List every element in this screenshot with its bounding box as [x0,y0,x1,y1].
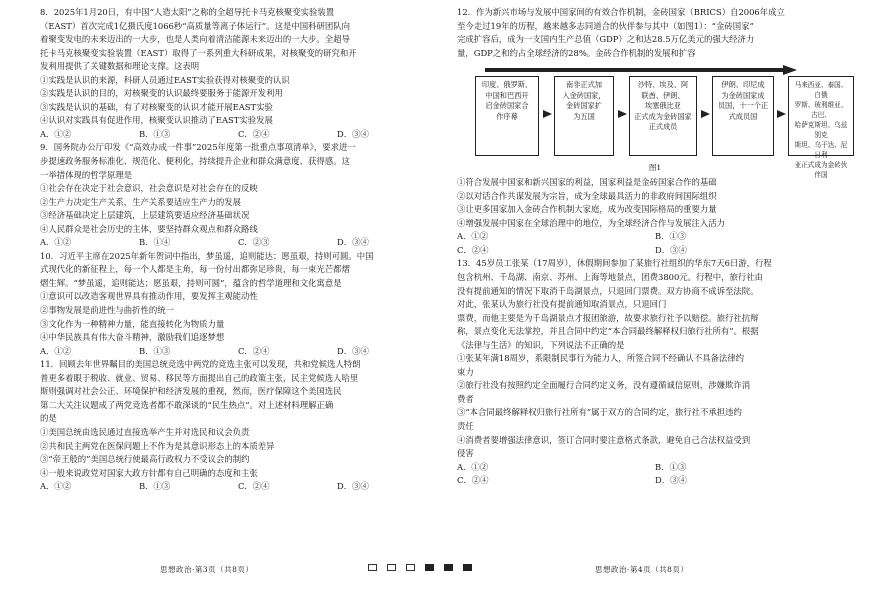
q13-line: 费者 [457,393,474,404]
q9-line: ③经济基础决定上层建筑，上层建筑要适应经济基础状况 [40,210,250,221]
timeline-arrow-shaft [485,68,785,72]
q8-line: ②实践是认识的目的，对核聚变的认识最终要服务于能源开发利用 [40,88,283,99]
q12-line: 12．作为新兴市场与发展中国家间的有效合作机制，金砖国家（BRICS）自2006年成立 [457,7,785,17]
q13-line: 对此，张某认为旅行社没有提前通知取消景点，只退回门 [457,299,667,310]
q12-option-b: B．①③ [655,231,687,242]
q8-options [40,128,436,142]
q9-line: ④人民群众是社会历史的主体，要坚持群众观点和群众路线 [40,223,258,234]
q11-option-d: D．③④ [337,481,369,492]
q13-option-b: B．①③ [655,461,687,472]
q11-line: 11．回顾去年世界瞩目的美国总统竞选中两党的竞选主张可以发现，共和党候选人特朗 [40,359,361,370]
question-13 [457,257,853,460]
timeline-arrow-head [783,65,797,75]
q11-option-b: B．①③ [139,481,171,492]
q9-line: 9．国务院办公厅印发《“高效办成一件事”2025年度第一批重点事项清单》，要求进一 [40,142,356,153]
q8-line: 8．2025年1月20日，有中国“人造太阳”之称的全超导托卡马克核聚变实验装置 [40,7,335,17]
question-8 [40,6,436,128]
scan-mark-solid [425,564,434,571]
question-9 [40,141,436,236]
flow-box-text: 员国，十一个正 [717,101,769,111]
q10-line: ③文化作为一种精神力量，能直接转化为物质力量 [40,318,225,329]
q8-option-a: A．①② [40,128,72,139]
q10-line: ④中华民族具有伟大奋斗精神，激励我们追逐梦想 [40,332,225,343]
q8-line: ①实践是认识的来源，科研人员通过EAST实验获得对核聚变的认识 [40,74,290,85]
q13-line: 13．45岁员工张某（17周岁），休假期间参加了某旅行社组织的华东7天6日游，行程 [457,258,772,269]
q12-line: 至今走过19年的历程，越来越多志同道合的伙伴参与其中（如图1）：“金砖国家” [457,20,754,31]
flow-box-text: 亚正式成为金砖伙伴国 [794,161,848,180]
flow-box-text: 联酋、伊朗、 [641,90,685,100]
scan-mark-hollow [387,564,396,571]
flow-box-text: 入金砖国家， [562,90,606,100]
q10-options [40,345,436,359]
flow-box-text: 正式成员 [648,122,678,132]
flow-box-text: 式成员国 [728,111,758,121]
q11-line: 普更多着眼于税收、就业、贸易、移民等方面提出自己的政策主张，民主党候选人哈里 [40,372,359,383]
q8-line: 发利用提供了关键数据和理论支撑。这表明 [40,61,200,72]
footer-page-3: 思想政治·第3页（共8页） [160,565,254,574]
q12-statement: ④增强发展中国家在全球治理中的地位，为全球经济合作与发展注入活力 [457,217,725,228]
timeline-arrow [485,65,803,75]
q13-line: 束力 [457,366,474,377]
flow-box-5 [788,76,854,180]
q8-option-c: C．②④ [238,128,270,139]
flow-box-text: 为五国 [573,111,595,121]
q9-option-b: B．①④ [139,237,171,248]
q10-option-a: A．①② [40,345,72,356]
q10-option-b: B．①③ [139,345,171,356]
scan-mark-hollow [406,564,415,571]
flow-box-text: 为金砖国家成 [721,90,765,100]
flow-box-text: 斯坦、乌干达、尼日利 [794,141,848,160]
q11-line: 斯则强调对社会公正、环境保护和经济发展的重视，然而，医疗保障这个美国选民 [40,386,342,397]
q12-option-c: C．②④ [457,244,489,255]
q13-option-a: A．①② [457,461,489,472]
flow-box-text: 正式成为金砖国家 [634,111,692,121]
q11-options [40,480,436,494]
q11-line: 的是 [40,413,57,424]
flow-box-text: 南非正式加 [566,80,602,90]
q12-statement: ①符合发展中国家和新兴国家的利益，国家利益是金砖国家合作的基础 [457,177,717,188]
q13-line: ③“本合同最终解释权归旅行社所有”属于双方的合同约定，旅行社不承担违约 [457,407,742,418]
q12-statement: ②以对话合作共谋发展为宗旨，成为全球最具活力的非政府间国际组织 [457,190,717,201]
q8-line: ④认识对实践具有促进作用，核聚变认识推动了EAST实验发展 [40,115,273,126]
flow-arrow-4 [777,110,786,118]
q8-option-b: B．①③ [139,128,171,139]
flow-arrow-3 [701,110,710,118]
q12-option-a: A．①② [457,231,489,242]
q11-line: ③“帝王般的”美国总统行使最高行政权力不受议会的制约 [40,454,250,465]
flow-box-4 [712,76,774,156]
flow-box-2 [554,76,614,156]
q9-option-c: C．②③ [238,237,270,248]
flow-arrow-2 [618,110,627,118]
q12-options-row2 [457,244,853,258]
q12-statement: ③让更多国家加入金砖合作机制大家庭，成为改变国际格局的重要力量 [457,204,717,215]
q11-option-c: C．②④ [238,481,270,492]
q9-line: 一举措体现的哲学原理是 [40,169,133,180]
flow-box-text: 启金砖国家合 [485,101,529,111]
flow-box-text: 印度、俄罗斯、 [481,80,533,90]
q8-option-d: D．③④ [337,128,369,139]
q12-line: 量，GDP之和约占全球经济的28%。金砖合作机制的发展和扩容 [457,47,696,58]
q9-options [40,236,436,250]
q11-line: ④一般来说政党对国家大政方针都有自己明确的态度和主张 [40,467,258,478]
q10-line: 式现代化的新征程上，每一个人都是主角，每一份付出都弥足珍贵，每一束光芒都熠 [40,264,350,275]
q9-line: ①社会存在决定于社会意识，社会意识是对社会存在的反映 [40,183,258,194]
q10-line: 熠生辉。“梦虽遥，追则能达；愿虽艰，持则可圆”，蕴含的哲学道理和文化寓意是 [40,277,342,288]
scan-mark-hollow [368,564,377,571]
q13-line: 包含杭州、千岛湖、南京、苏州、上海等地景点，团费3800元。行程中，旅行社由 [457,272,764,283]
q9-option-a: A．①② [40,237,72,248]
q11-option-a: A．①② [40,481,72,492]
q12-options-row1 [457,230,853,244]
question-12 [457,6,853,60]
figure-caption: 图1 [648,163,662,173]
scan-marks [368,564,472,571]
q13-line: ②旅行社没有按照约定全面履行合同约定义务，没有遵循诚信原则，涉嫌欺诈消 [457,380,751,391]
q13-line: ④消费者要增强法律意识，签订合同时要注意格式条款，避免自己合法权益受到 [457,434,751,445]
q10-line: 10．习近平主席在2025年新年贺词中指出，梦虽遥，追则能达；愿虽艰，持则可圆。中国 [40,250,374,261]
flow-box-3 [629,76,697,156]
brics-flowchart [457,62,853,180]
q13-options-row2 [457,474,853,488]
q10-line: ①意识可以改造客观世界具有推动作用，要发挥主观能动性 [40,291,258,302]
q13-line: 责任 [457,421,474,432]
question-11 [40,358,436,480]
q13-line: 票费，而他主要是为千岛湖景点才报团旅游，故要求旅行社予以赔偿。旅行社抗辩 [457,312,759,323]
q11-line: 第二大关注议题成了两党竞选者都不敢深谈的“民生热点”。对上述材料理解正确 [40,399,334,410]
left-page-column [40,6,436,494]
footer-page-4: 思想政治·第4页（共8页） [595,565,689,574]
flow-arrow-1 [543,110,552,118]
right-page-column [457,6,853,488]
flow-box-text: 伊朗、印尼成 [721,80,765,90]
flow-box-1 [475,76,539,156]
q8-line: 托卡马克核聚变实验装置（EAST）取得了一系列重大科研成果，对核聚变的研究和开 [40,47,357,58]
q13-options-row1 [457,461,853,475]
q13-line: 称，景点变化无法掌控，并且合同中约定“本合同最终解释权归旅行社所有”。根据 [457,326,759,337]
flow-box-text: 作序幕 [496,111,518,121]
flow-box-text: 哈萨克斯坦、乌兹别克 [794,121,848,140]
flow-box-text: 罗斯、玻利维亚、古巴、 [794,101,848,120]
q12-statements [457,176,853,230]
q9-line: 步提速政务服务标准化、规范化、便利化，持续提升企业和群众满意度、获得感。这 [40,156,350,167]
q12-option-d: D．③④ [655,244,687,255]
q13-option-d: D．③④ [655,475,687,486]
q11-line: ②共和民主两党在医保问题上不作为是其意识形态上的本质差异 [40,440,275,451]
q9-line: ②生产力决定生产关系，生产关系要适应生产力的发展 [40,196,241,207]
question-10 [40,250,436,345]
q11-line: ①美国总统由选民通过直接选举产生并对选民和议会负责 [40,426,250,437]
scan-mark-solid [463,564,472,571]
scan-mark-solid [444,564,453,571]
q8-line: （EAST）首次完成1亿摄氏度1066秒“高质量等离子体运行”。这是中国科研团队向 [40,20,350,31]
flow-box-text: 金砖国家扩 [566,101,602,111]
flow-box-text: 沙特、埃及、阿 [637,80,689,90]
q10-line: ②事物发展是前进性与曲折性的统一 [40,305,174,316]
q13-line: 没有提前通知的情况下取消千岛湖景点，只退回门票费。双方协商不成诉至法院。 [457,285,759,296]
q10-option-c: C．②④ [238,345,270,356]
flow-box-text: 中国和巴西开 [485,90,529,100]
q12-line: 完成扩容后，成为一支国内生产总值（GDP）之和达28.5万亿美元的强大经济力 [457,34,755,45]
q9-option-d: D．③④ [337,237,369,248]
q13-line: 《法律与生活》的知识，下列说法不正确的是 [457,339,625,350]
q10-option-d: D．③④ [337,345,369,356]
flow-box-text: 马来西亚、泰国、白俄 [794,81,848,100]
q13-option-c: C．②④ [457,475,489,486]
q8-line: ③实践是认识的基础，有了对核聚变的认识才能开展EAST实验 [40,101,273,112]
q8-line: 着聚变发电的未来迈出的一大步，也是人类向着清洁能源未来迈出的一大步。全超导 [40,34,350,45]
flow-box-text: 埃塞俄比亚 [645,101,681,111]
q13-line: 侵害 [457,448,474,459]
q13-line: ①张某年满18周岁，系限制民事行为能力人，所签合同不经确认不具备法律约 [457,353,745,364]
